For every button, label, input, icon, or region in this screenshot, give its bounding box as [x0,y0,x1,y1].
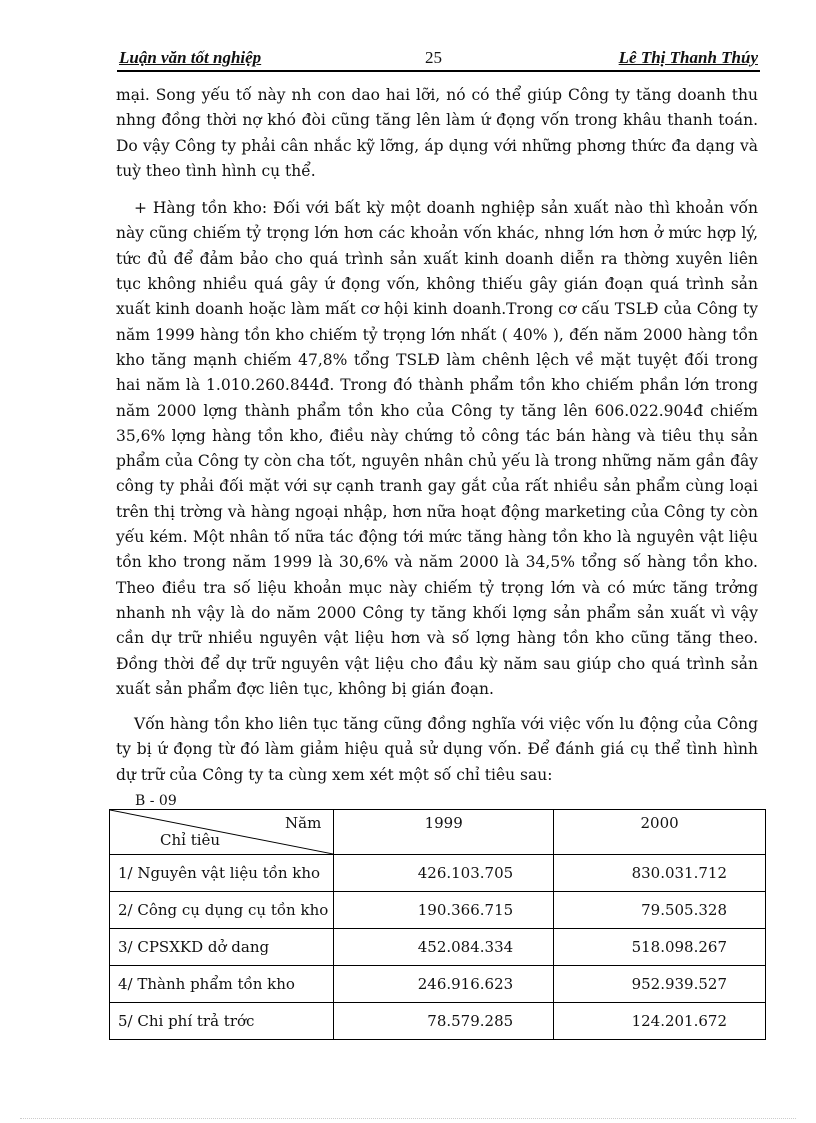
table-row [110,929,766,966]
table-header-row [110,810,766,855]
body-text [116,83,758,788]
row-label: 4/ Thành phẩm tồn kho [110,966,334,1003]
row-label: 3/ CPSXKD dở dang [110,929,334,966]
header-item-label: Chỉ tiêu [160,831,221,849]
paragraph-inventory: + Hàng tồn kho: Đối với bất kỳ một doanh nghiệp sản xuất nào thì khoản vốn này cũng chiếm tỷ trọng lớn hơn các khoản vốn khác, nhng lớn hơn ở mức hợp lý, tức đủ để đảm bảo cho quá trình sản xuất kinh doanh diễn ra thờng xuyên liên tục không nhiều quá gây ứ đọng vốn, không thiếu gây gián đoạn quá trình sản xuất kinh doanh hoặc làm mất cơ hội kinh doanh.Trong cơ cấu TSLĐ của Công ty năm 1999 hàng tồn kho chiếm tỷ trọng lớn nhất ( 40% ), đến năm 2000 hàng tồn kho tăng mạnh chiếm 47,8% tổng TSLĐ làm chênh lệch về mặt tuyệt đối trong hai năm là 1.010.260.844đ. Trong đó thành phẩm tồn kho chiếm phần lớn trong năm 2000 lợng thành phẩm tồn kho của Công ty tăng lên 606.022.904đ chiếm 35,6% lợng hàng tồn kho, điều này chứng tỏ công tác bán hàng và tiêu thụ sản phẩm của Công ty còn cha tốt, nguyên nhân chủ yếu là trong những năm gần đây công ty phải đối mặt với sự cạnh tranh gay gắt của rất nhiều sản phẩm cùng loại trên thị trờng và hàng ngoại nhập, hơn nữa hoạt động marketing của Công ty còn yếu kém. Một nhân tố nữa tác động tới mức tăng hàng tồn kho là nguyên vật liệu tồn kho trong năm 1999 là 30,6% và năm 2000 là 34,5% tổng số hàng tồn kho. Theo điều tra số liệu khoản mục này chiếm tỷ trọng lớn và có mức tăng trởng nhanh nh vậy là do năm 2000 Công ty tăng khối lợng sản phẩm sản xuất vì vậy cần dự trữ nhiều nguyên vật liệu hơn và số lợng hàng tồn kho cũng tăng theo. Đồng thời để dự trữ nguyên vật liệu cho đầu kỳ năm sau giúp cho quá trình sản xuất sản phẩm đợc liên tục, không bị gián đoạn. [116,199,758,698]
page-header [117,46,760,72]
value-1999: 452.084.334 [334,929,554,966]
value-2000: 518.098.267 [554,929,766,966]
page-bottom-divider [20,1118,796,1119]
table-row [110,1003,766,1040]
header-year-2000: 2000 [554,810,766,855]
table-row [110,966,766,1003]
paragraph-3: Vốn hàng tồn kho liên tục tăng cũng đồng nghĩa với việc vốn lu động của Công ty bị ứ đọng từ đó làm giảm hiệu quả sử dụng vốn. Để đánh giá cụ thể tình hình dự trữ của Công ty ta cùng xem xét một số chỉ tiêu sau: [116,715,758,784]
header-year-1999: 1999 [334,810,554,855]
value-2000: 79.505.328 [554,892,766,929]
value-1999: 78.579.285 [334,1003,554,1040]
header-title: Luận văn tốt nghiệp [119,48,262,67]
paragraph-1: mại. Song yếu tố này nh con dao hai lỡi, nó có thể giúp Công ty tăng doanh thu nhng đồng thời nợ khó đòi cũng tăng lên làm ứ đọng vốn trong khâu thanh toán. Do vậy Công ty phải cân nhắc kỹ lỡng, áp dụng với những phơng thức đa dạng và tuỳ theo tình hình cụ thể. [116,86,758,180]
page-number: 25 [425,48,442,67]
table-code: B - 09 [135,793,177,809]
table-row [110,855,766,892]
row-label: 2/ Công cụ dụng cụ tồn kho [110,892,334,929]
value-1999: 190.366.715 [334,892,554,929]
header-author: Lê Thị Thanh Thúy [618,48,758,67]
row-label: 5/ Chi phí trả trớc [110,1003,334,1040]
value-1999: 426.103.705 [334,855,554,892]
table-row [110,892,766,929]
header-year-label: Năm [285,814,322,832]
value-2000: 830.031.712 [554,855,766,892]
diagonal-header-cell [110,810,334,855]
value-1999: 246.916.623 [334,966,554,1003]
value-2000: 952.939.527 [554,966,766,1003]
row-label: 1/ Nguyên vật liệu tồn kho [110,855,334,892]
inventory-table [109,809,766,1040]
value-2000: 124.201.672 [554,1003,766,1040]
